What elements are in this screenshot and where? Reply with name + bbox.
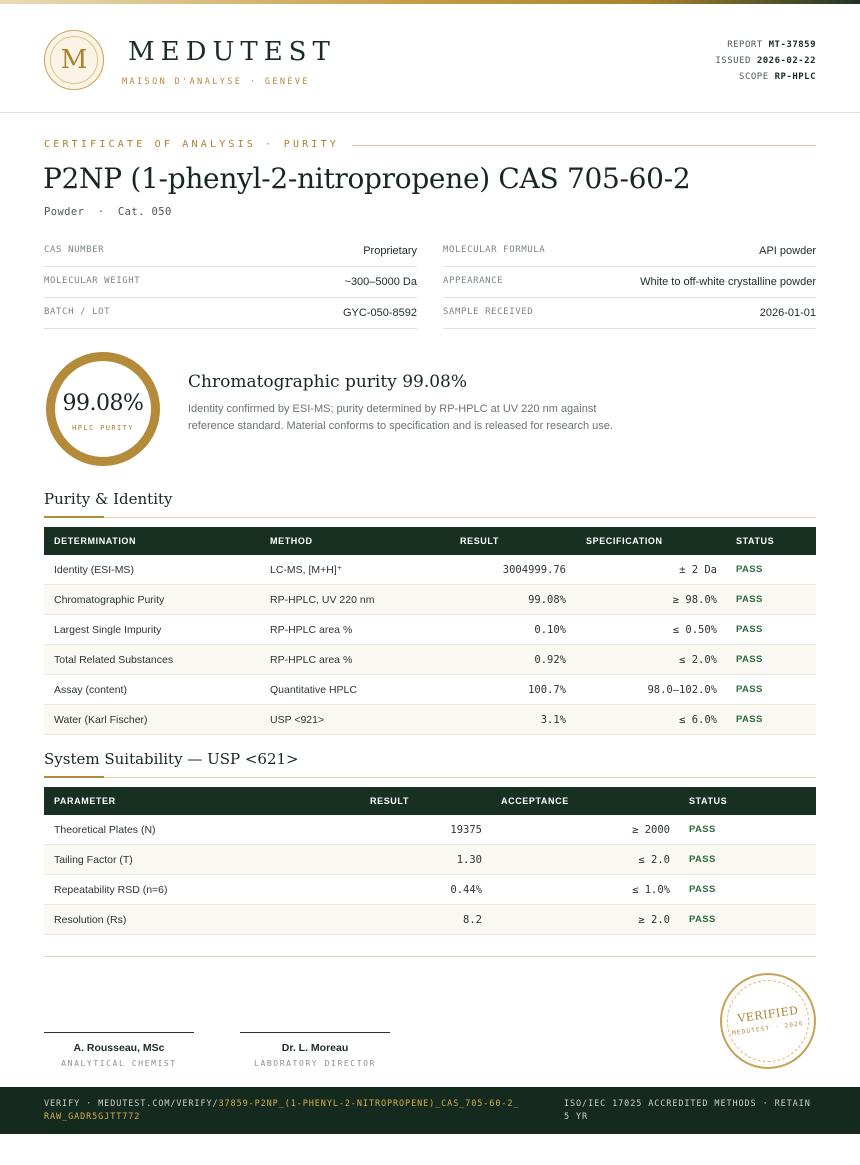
suitability-table	[44, 787, 816, 935]
column-header: RESULT	[460, 536, 499, 546]
table-row	[44, 845, 816, 875]
status-badge: PASS	[736, 654, 763, 665]
info-label: BATCH / LOT	[44, 307, 111, 317]
result-cell: 99.08%	[528, 594, 566, 606]
certificate-kicker: CERTIFICATE OF ANALYSIS · PURITY	[44, 139, 340, 150]
brand-tagline: MAISON D'ANALYSE · GENÈVE	[122, 77, 310, 87]
info-label: APPEARANCE	[443, 276, 504, 286]
section-rule	[44, 517, 816, 518]
column-header: SPECIFICATION	[586, 536, 663, 546]
product-title: P2NP (1-phenyl-2-nitropropene) CAS 705-60-2	[43, 162, 691, 195]
status-badge: PASS	[689, 854, 716, 865]
specification-cell: ≥ 98.0%	[672, 594, 717, 606]
kicker-divider	[352, 145, 816, 146]
parameter-cell: Repeatability RSD (n=6)	[54, 884, 168, 896]
section-accent	[44, 516, 104, 518]
determination-cell: Water (Karl Fischer)	[54, 714, 148, 726]
table-row	[44, 905, 816, 935]
method-cell: USP <921>	[270, 714, 325, 726]
signature-divider	[44, 956, 816, 957]
brand-name: MEDUTEST	[128, 37, 336, 67]
signatory-role: ANALYTICAL CHEMIST	[61, 1059, 177, 1068]
stamp-subtitle: MEDUTEST · 2026	[731, 1020, 805, 1037]
verified-stamp	[720, 973, 816, 1069]
specification-cell: ± 2 Da	[679, 564, 717, 576]
info-value: GYC-050-8592	[343, 307, 417, 319]
specification-cell: ≤ 0.50%	[672, 624, 717, 636]
report-number: MT-37859	[768, 40, 816, 50]
parameter-cell: Resolution (Rs)	[54, 914, 127, 926]
method-cell: RP-HPLC area %	[270, 654, 353, 666]
signatory-role: LABORATORY DIRECTOR	[254, 1059, 376, 1068]
accreditation-note: ISO/IEC 17025 ACCREDITED METHODS · RETAIN 5 YR	[564, 1099, 811, 1122]
info-value: Proprietary	[363, 245, 417, 257]
info-row-molecular-weight	[44, 267, 417, 298]
acceptance-cell: ≤ 2.0	[638, 854, 670, 866]
table-row	[44, 585, 816, 615]
verify-prefix: VERIFY · MEDUTEST.COM/VERIFY/	[44, 1099, 219, 1109]
column-header: RESULT	[370, 796, 409, 806]
table-header	[44, 527, 816, 555]
acceptance-cell: ≤ 1.0%	[632, 884, 670, 896]
info-value: 2026-01-01	[759, 307, 816, 319]
method-cell: LC-MS, [M+H]⁺	[270, 564, 343, 576]
status-badge: PASS	[736, 594, 763, 605]
scope-label: SCOPE	[739, 72, 769, 82]
section-accent	[44, 776, 104, 778]
specification-cell: ≤ 6.0%	[679, 714, 717, 726]
info-row-batch	[44, 298, 417, 329]
specification-cell: ≤ 2.0%	[679, 654, 717, 666]
status-badge: PASS	[736, 684, 763, 695]
status-badge: PASS	[736, 624, 763, 635]
method-cell: RP-HPLC area %	[270, 624, 353, 636]
determination-cell: Identity (ESI-MS)	[54, 564, 134, 576]
status-badge: PASS	[736, 714, 763, 725]
status-badge: PASS	[689, 914, 716, 925]
result-cell: 100.7%	[528, 684, 566, 696]
info-label: MOLECULAR WEIGHT	[44, 276, 141, 286]
parameter-cell: Tailing Factor (T)	[54, 854, 133, 866]
stamp-title: VERIFIED	[736, 1003, 800, 1026]
issued-label: ISSUED	[715, 56, 751, 66]
logo-letter: M	[50, 36, 98, 84]
info-label: SAMPLE RECEIVED	[443, 307, 534, 317]
info-label: MOLECULAR FORMULA	[443, 245, 546, 255]
section-title-suitability: System Suitability — USP <621>	[44, 750, 299, 768]
result-cell: 3004999.76	[502, 564, 566, 576]
scope-value: RP-HPLC	[774, 72, 816, 82]
report-meta	[715, 37, 816, 85]
brand-logo	[44, 30, 104, 90]
column-header: STATUS	[736, 536, 775, 546]
result-cell: 0.44%	[450, 884, 482, 896]
column-header: DETERMINATION	[54, 536, 137, 546]
info-value: API powder	[759, 245, 816, 257]
signatory-name: A. Rousseau, MSc	[73, 1042, 165, 1054]
status-badge: PASS	[689, 884, 716, 895]
parameter-cell: Theoretical Plates (N)	[54, 824, 156, 836]
status-badge: PASS	[736, 564, 763, 575]
table-row	[44, 675, 816, 705]
report-label: REPORT	[727, 40, 763, 50]
product-subtitle: Powder · Cat. 050	[44, 206, 172, 218]
determination-cell: Total Related Substances	[54, 654, 174, 666]
table-header	[44, 787, 816, 815]
determination-cell: Largest Single Impurity	[54, 624, 162, 636]
result-cell: 3.1%	[540, 714, 566, 726]
specification-cell: 98.0–102.0%	[647, 684, 717, 696]
table-row	[44, 645, 816, 675]
table-row	[44, 615, 816, 645]
table-row	[44, 875, 816, 905]
purity-label: HPLC PURITY	[72, 424, 134, 432]
info-value: ~300–5000 Da	[344, 276, 417, 288]
table-row	[44, 705, 816, 735]
result-cell: 0.92%	[534, 654, 566, 666]
report-footer	[0, 1087, 860, 1134]
signature-director	[240, 1032, 390, 1068]
info-row-appearance	[443, 267, 816, 298]
column-header: STATUS	[689, 796, 728, 806]
method-cell: RP-HPLC, UV 220 nm	[270, 594, 375, 606]
signature-chemist	[44, 1032, 194, 1068]
acceptance-cell: ≥ 2.0	[638, 914, 670, 926]
status-badge: PASS	[689, 824, 716, 835]
verify-link[interactable]	[44, 1098, 524, 1124]
section-title-purity: Purity & Identity	[44, 490, 173, 508]
column-header: PARAMETER	[54, 796, 116, 806]
verify-path: 37859-P2NP_(1-PHENYL-2-NITROPROPENE)_CAS_705-60-2_RAW_GADR5GJTT772	[44, 1099, 520, 1122]
purity-gauge	[46, 352, 160, 466]
section-rule	[44, 777, 816, 778]
info-row-cas	[44, 236, 417, 267]
determination-cell: Assay (content)	[54, 684, 127, 696]
method-cell: Quantitative HPLC	[270, 684, 357, 696]
signatory-name: Dr. L. Moreau	[281, 1042, 349, 1054]
determination-cell: Chromatographic Purity	[54, 594, 165, 606]
result-cell: 19375	[450, 824, 482, 836]
purity-summary-title: Chromatographic purity 99.08%	[188, 372, 468, 392]
column-header: METHOD	[270, 536, 313, 546]
purity-value: 99.08%	[62, 391, 144, 416]
info-row-formula	[443, 236, 816, 267]
report-header	[0, 4, 860, 113]
info-row-sample-received	[443, 298, 816, 329]
info-label: CAS NUMBER	[44, 245, 105, 255]
column-header: ACCEPTANCE	[501, 796, 569, 806]
table-row	[44, 555, 816, 585]
purity-summary-text: Identity confirmed by ESI-MS; purity determined by RP-HPLC at UV 220 nm against reference standard. Material conforms to specification and is released for research use.	[188, 403, 613, 432]
info-value: White to off-white crystalline powder	[640, 276, 816, 288]
result-cell: 8.2	[463, 914, 482, 926]
issued-date: 2026-02-22	[756, 56, 816, 66]
acceptance-cell: ≥ 2000	[632, 824, 670, 836]
table-row	[44, 815, 816, 845]
result-cell: 1.30	[456, 854, 482, 866]
result-cell: 0.10%	[534, 624, 566, 636]
purity-table	[44, 527, 816, 735]
